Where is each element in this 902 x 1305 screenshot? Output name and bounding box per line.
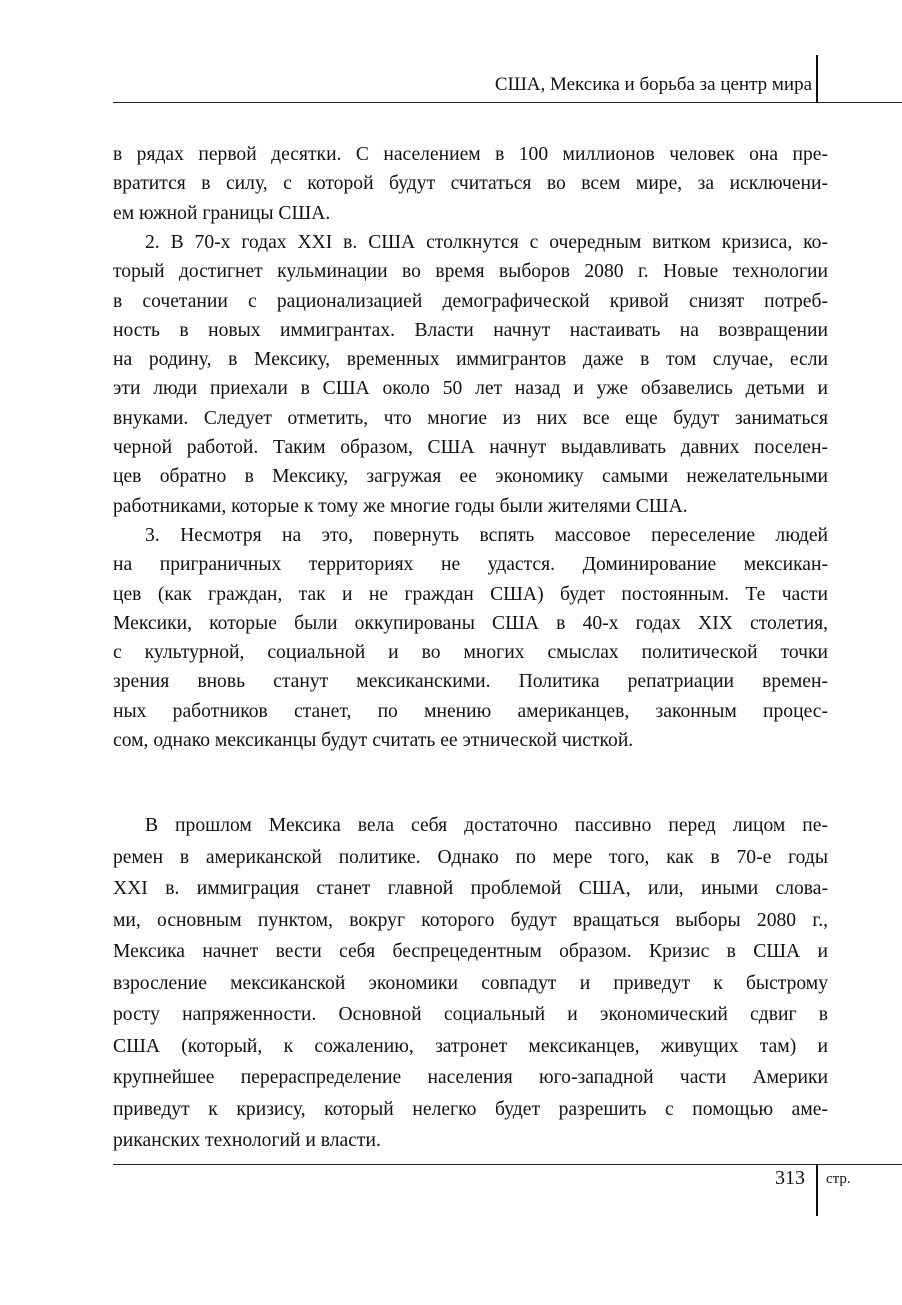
text-line: торый достигнет кульминации во время выборов 2080 г. Новые технологии: [113, 261, 828, 283]
text-line: ность в новых иммигрантах. Власти начнут настаивать на возвращении: [113, 319, 828, 341]
header-divider: [816, 55, 818, 103]
text-line: вратится в силу, с которой будут считаться во всем мире, за исключени-: [113, 173, 828, 195]
text-line: США (который, к сожалению, затронет мексиканцев, живущих там) и: [113, 1035, 828, 1057]
text-line: цев обратно в Мексику, загружая ее экономику самыми нежелательными: [113, 466, 828, 488]
text-line: Мексики, которые были оккупированы США в 40-х годах XIX столетия,: [113, 612, 828, 634]
text-line: на приграничных территориях не удастся. Доминирование мексикан-: [113, 554, 828, 576]
text-line: эти люди приехали в США около 50 лет назад и уже обзавелись детьми и: [113, 378, 828, 400]
text-line: на родину, в Мексику, временных иммигрантов даже в том случае, если: [113, 349, 828, 371]
text-line: ремен в американской политике. Однако по мере того, как в 70-е годы: [113, 846, 828, 868]
footer-divider: [816, 1164, 818, 1216]
text-line: в сочетании с рационализацией демографической кривой снизят потреб-: [113, 290, 828, 312]
text-line: с культурной, социальной и во многих смыслах политической точки: [113, 642, 828, 664]
text-line: внуками. Следует отметить, что многие из них все еще будут заниматься: [113, 407, 828, 429]
text-line: в рядах первой десятки. С населением в 100 миллионов человек она пре-: [113, 144, 828, 165]
text-line: цев (как граждан, так и не граждан США) будет постоянным. Те части: [113, 583, 828, 605]
text-line: ми, основным пунктом, вокруг которого будут вращаться выборы 2080 г.,: [113, 909, 828, 931]
text-line: черной работой. Таким образом, США начнут выдавливать давних поселен-: [113, 437, 828, 458]
text-line: приведут к кризису, который нелегко будет разрешить с помощью аме-: [113, 1098, 828, 1120]
header-rule: [113, 102, 902, 103]
text-line: росту напряженности. Основной социальный и экономический сдвиг в: [113, 1004, 828, 1025]
text-line: В прошлом Мексика вела себя достаточно пассивно перед лицом пе-: [145, 815, 828, 836]
text-line: Мексика начнет вести себя беспрецедентным образом. Кризис в США и: [113, 941, 828, 962]
text-line: работниками, которые к тому же многие годы были жителями США.: [113, 495, 688, 517]
text-line: ных работников станет, по мнению американцев, законным процес-: [113, 700, 828, 722]
page-number: 313: [775, 1167, 805, 1189]
text-line: риканских технологий и власти.: [113, 1130, 381, 1151]
text-line: крупнейшее перераспределение населения юго-западной части Америки: [113, 1067, 828, 1088]
running-title: США, Мексика и борьба за центр мира: [494, 74, 812, 95]
text-line: 2. В 70-х годах XXI в. США столкнутся с очередным витком кризиса, ко-: [145, 231, 828, 253]
text-line: XXI в. иммиграция станет главной проблемой США, или, иными слова-: [113, 878, 828, 899]
footer-rule: [113, 1164, 902, 1165]
text-line: взросление мексиканской экономики совпадут и приведут к быстрому: [113, 972, 828, 994]
text-line: ем южной границы США.: [113, 202, 331, 224]
text-line: зрения вновь станут мексиканскими. Политика репатриации времен-: [113, 671, 828, 693]
text-line: 3. Несмотря на это, повернуть вспять массовое переселение людей: [145, 524, 828, 546]
page-label: стр.: [826, 1171, 851, 1187]
text-line: сом, однако мексиканцы будут считать ее этнической чисткой.: [113, 730, 634, 751]
